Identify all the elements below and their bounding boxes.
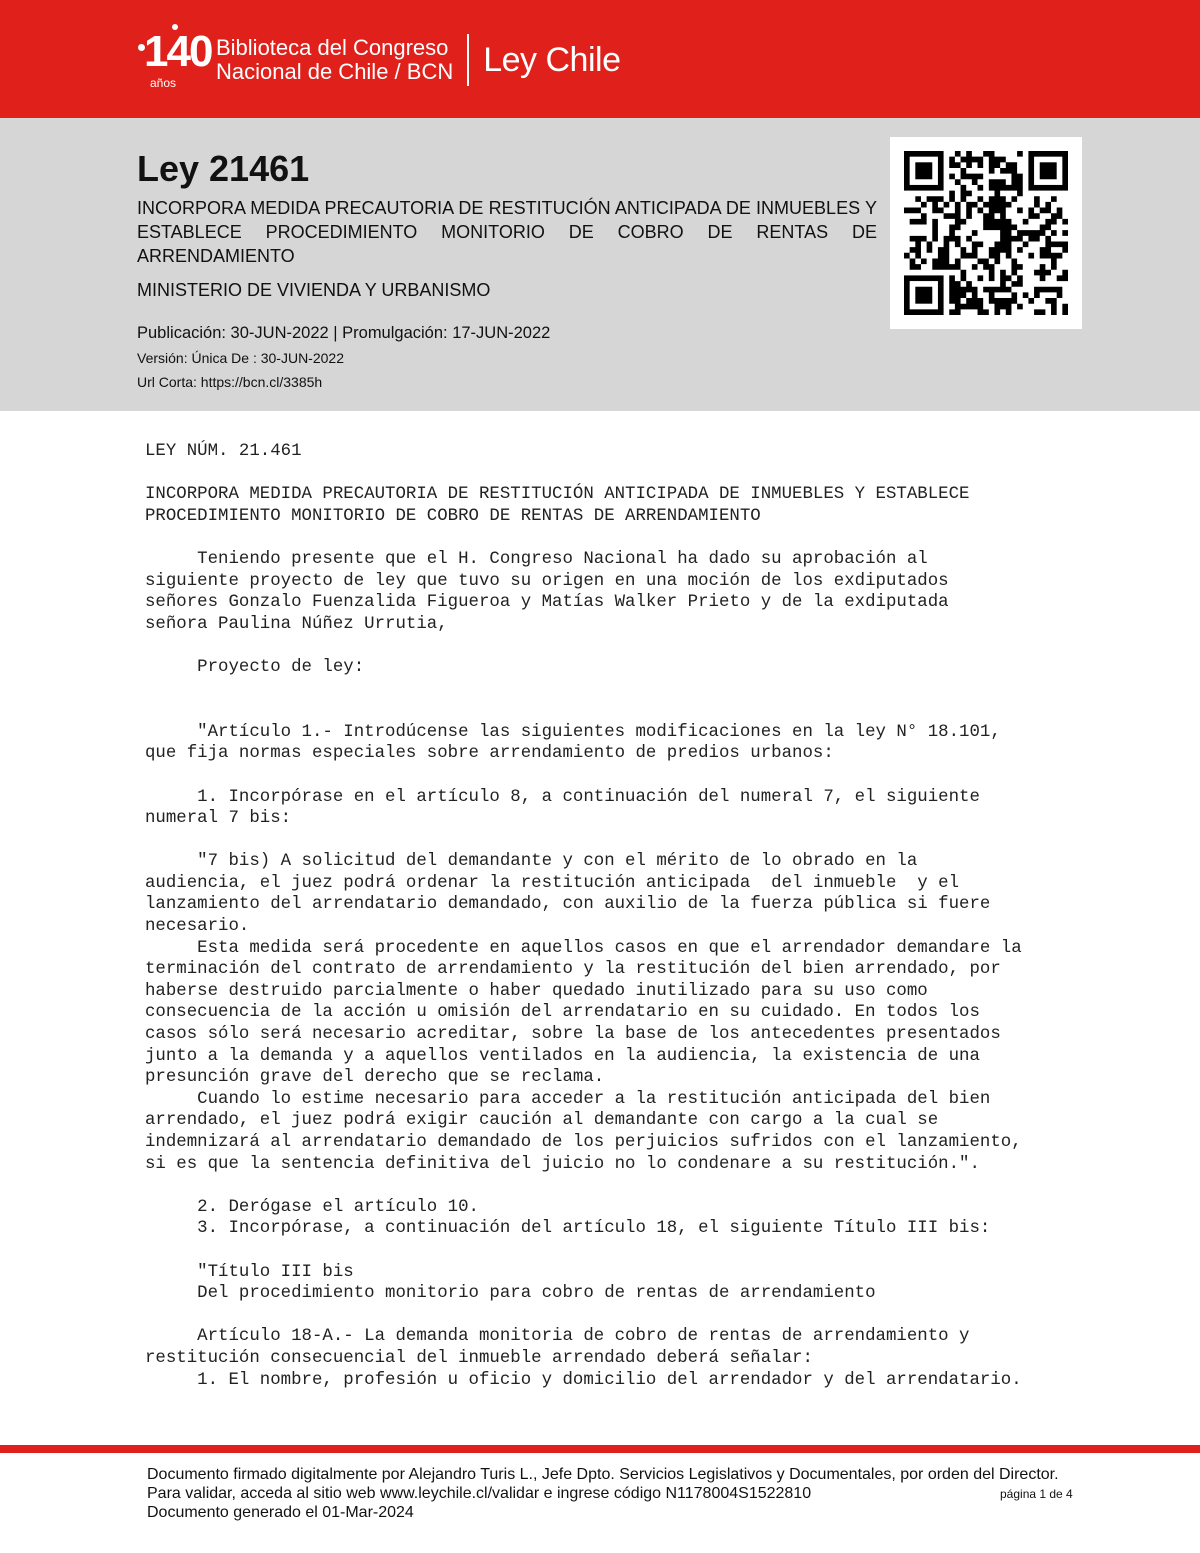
text-line: 3. Incorpórase, a continuación del artículo 18, el siguiente Título III bis: xyxy=(145,1219,991,1239)
text-line: haberse destruido parcialmente o haber quedado inutilizado para su uso como xyxy=(145,981,928,1001)
text-line: PROCEDIMIENTO MONITORIO DE COBRO DE RENTAS DE ARRENDAMIENTO xyxy=(145,506,761,526)
text-line: numeral 7 bis: xyxy=(145,809,292,829)
text-line: necesario. xyxy=(145,917,250,937)
blank-line xyxy=(145,527,1145,549)
text-line: arrendado, el juez podrá exigir caución al demandante con cargo a la cual se xyxy=(145,1111,939,1131)
text-line: "Artículo 1.- Introdúcense las siguientes modificaciones en la ley N° 18.101, xyxy=(145,722,1001,742)
org-name xyxy=(216,36,453,84)
anniversary-badge xyxy=(138,24,212,96)
validation-note: Para validar, acceda al sitio web www.leychile.cl/validar e ingrese código N1178004S1522810 xyxy=(147,1485,812,1502)
product-name: Ley Chile xyxy=(483,40,621,79)
blank-line xyxy=(145,1175,1145,1197)
org-name-line2: Nacional de Chile / BCN xyxy=(216,59,454,84)
signature-note: Documento firmado digitalmente por Alejandro Turis L., Jefe Dpto. Servicios Legislativos y Documentales, por orden del Director. xyxy=(147,1466,1059,1483)
blank-line xyxy=(145,463,1145,485)
text-line: audiencia, el juez podrá ordenar la restitución anticipada del inmueble y el xyxy=(145,873,960,893)
text-line: lanzamiento del arrendatario demandado, con auxilio de la fuerza pública si fuere xyxy=(145,895,991,915)
text-line: 1. El nombre, profesión u oficio y domicilio del arrendador y del arrendatario. xyxy=(145,1370,1022,1390)
version-info: Versión: Única De : 30-JUN-2022 xyxy=(137,350,344,366)
law-title: Ley 21461 xyxy=(137,148,310,189)
org-name-line1: Biblioteca del Congreso xyxy=(216,35,449,60)
text-line: "Título III bis xyxy=(145,1262,354,1282)
ministry: MINISTERIO DE VIVIENDA Y URBANISMO xyxy=(137,280,491,300)
text-line: siguiente proyecto de ley que tuvo su origen en una moción de los exdiputados xyxy=(145,571,949,591)
text-line: señora Paulina Núñez Urrutia, xyxy=(145,614,448,634)
text-line: LEY NÚM. 21.461 xyxy=(145,442,302,461)
text-line: junto a la demanda y a aquellos ventilados en la audiencia, la existencia de una xyxy=(145,1046,980,1066)
text-line: terminación del contrato de arrendamiento y la restitución del bien arrendado, por xyxy=(145,960,1001,980)
text-line: casos sólo será necesario acreditar, sobre la base de los antecedentes presentados xyxy=(145,1025,1001,1045)
blank-line xyxy=(145,1240,1145,1262)
top-banner xyxy=(0,0,1200,118)
blank-line xyxy=(145,765,1145,787)
anniversary-number: 140 xyxy=(144,27,212,76)
bcn-logo[interactable] xyxy=(138,22,620,98)
text-line: Esta medida será procedente en aquellos casos en que el arrendador demandare la xyxy=(145,938,1022,958)
law-text xyxy=(145,441,1145,1391)
blank-line xyxy=(145,830,1145,852)
text-line: Teniendo presente que el H. Congreso Nacional ha dado su aprobación al xyxy=(145,549,928,569)
blank-line xyxy=(145,700,1145,722)
text-line: consecuencia de la acción u omisión del arrendatario en su cuidado. En todos los xyxy=(145,1003,980,1023)
anniversary-label: años xyxy=(150,76,177,90)
logo-divider xyxy=(467,34,469,86)
text-line: Cuando lo estime necesario para acceder a la restitución anticipada del bien xyxy=(145,1089,991,1109)
text-line: Proyecto de ley: xyxy=(145,657,365,677)
qr-code-icon xyxy=(890,137,1082,329)
text-line: presunción grave del derecho que se reclama. xyxy=(145,1068,605,1088)
text-line: "7 bis) A solicitud del demandante y con el mérito de lo obrado en la xyxy=(145,852,918,872)
text-line: indemnizará al arrendatario demandado de los perjuicios sufridos con el lanzamiento, xyxy=(145,1133,1022,1152)
page-number: página 1 de 4 xyxy=(1000,1487,1073,1501)
text-line: 2. Derógase el artículo 10. xyxy=(145,1197,479,1217)
blank-line xyxy=(145,635,1145,657)
law-header xyxy=(0,118,1200,411)
generated-date: Documento generado el 01-Mar-2024 xyxy=(147,1504,414,1521)
publication-dates: Publicación: 30-JUN-2022 | Promulgación: 17-JUN-2022 xyxy=(137,324,551,342)
text-line: Del procedimiento monitorio para cobro de rentas de arrendamiento xyxy=(145,1284,876,1304)
blank-line xyxy=(145,1305,1145,1327)
short-url[interactable]: Url Corta: https://bcn.cl/3385h xyxy=(137,374,323,390)
text-line: restitución consecuencial del inmueble arrendado deberá señalar: xyxy=(145,1348,813,1368)
footer xyxy=(147,1465,1157,1522)
footer-rule xyxy=(0,1445,1200,1453)
text-line: 1. Incorpórase en el artículo 8, a continuación del numeral 7, el siguiente xyxy=(145,787,980,807)
blank-line xyxy=(145,679,1145,701)
text-line: INCORPORA MEDIDA PRECAUTORIA DE RESTITUCIÓN ANTICIPADA DE INMUEBLES Y ESTABLECE xyxy=(145,485,970,505)
law-subtitle: INCORPORA MEDIDA PRECAUTORIA DE RESTITUCIÓN ANTICIPADA DE INMUEBLES Y ESTABLECE PROCEDIMIENTO MONITORIO DE COBRO DE RENTAS DE ARRENDAMIENTO xyxy=(137,198,877,266)
text-line: que fija normas especiales sobre arrendamiento de predios urbanos: xyxy=(145,744,834,764)
text-line: Artículo 18-A.- La demanda monitoria de cobro de rentas de arrendamiento y xyxy=(145,1327,970,1347)
text-line: señores Gonzalo Fuenzalida Figueroa y Matías Walker Prieto y de la exdiputada xyxy=(145,593,949,613)
text-line: si es que la sentencia definitiva del juicio no lo condenare a su restitución.". xyxy=(145,1154,980,1174)
